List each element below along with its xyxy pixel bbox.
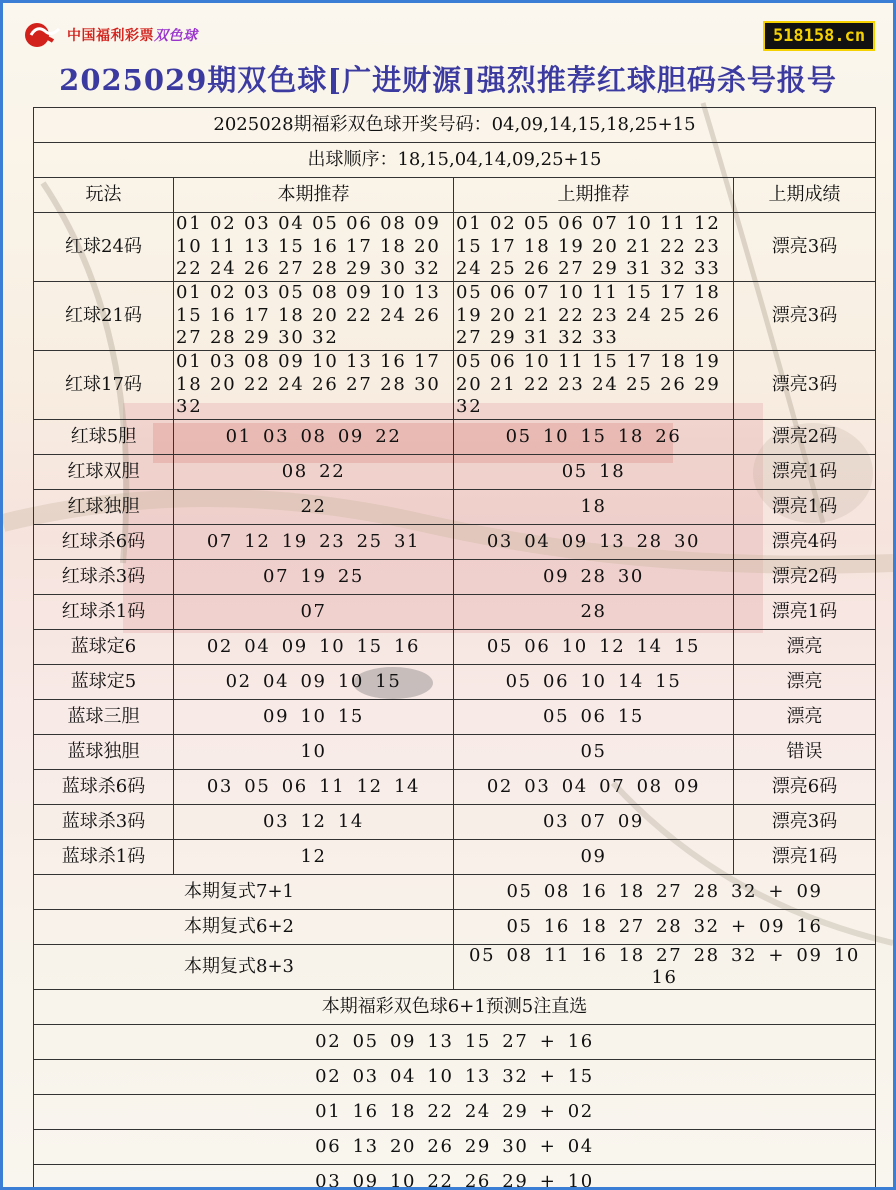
previous-result: 漂亮1码: [734, 839, 876, 874]
welfare-lottery-logo-icon: [23, 19, 63, 51]
play-type: 蓝球杀3码: [34, 804, 174, 839]
play-type: 红球双胆: [34, 454, 174, 489]
combo-numbers: 05 16 18 27 28 32 + 09 16: [454, 909, 876, 944]
current-pick: 07: [174, 594, 454, 629]
play-type: 红球5胆: [34, 419, 174, 454]
table-row: [34, 559, 876, 594]
previous-result: 漂亮3码: [734, 804, 876, 839]
table-row: [34, 769, 876, 804]
page-title: 2025029期双色球[广进财源]强烈推荐红球胆码杀号报号: [59, 63, 837, 97]
prediction-row: [34, 1094, 876, 1129]
current-pick: 22: [174, 489, 454, 524]
previous-result: 漂亮1码: [734, 489, 876, 524]
previous-result: 漂亮: [734, 629, 876, 664]
table-row: [34, 629, 876, 664]
table-row: [34, 699, 876, 734]
play-type: 红球杀6码: [34, 524, 174, 559]
play-type: 红球24码: [34, 213, 174, 282]
prediction-row: [34, 1024, 876, 1059]
combo-numbers: 05 08 16 18 27 28 32 + 09: [454, 874, 876, 909]
combo-row: [34, 909, 876, 944]
previous-pick: 05: [454, 734, 734, 769]
play-type: 蓝球定6: [34, 629, 174, 664]
current-pick: 02 04 09 10 15: [174, 664, 454, 699]
play-type: 红球杀3码: [34, 559, 174, 594]
prediction-numbers: 06 13 20 26 29 30 + 04: [34, 1129, 876, 1164]
recommendation-table: [33, 107, 876, 1190]
previous-result: 漂亮6码: [734, 769, 876, 804]
column-header: 上期推荐: [454, 178, 734, 213]
previous-result: 漂亮2码: [734, 559, 876, 594]
play-type: 红球独胆: [34, 489, 174, 524]
previous-result: 漂亮3码: [734, 213, 876, 282]
column-header: 玩法: [34, 178, 174, 213]
current-pick: 07 12 19 23 25 31: [174, 524, 454, 559]
lottery-logo: [23, 19, 198, 51]
column-header: 本期推荐: [174, 178, 454, 213]
combo-row: [34, 944, 876, 989]
current-pick: 01 03 08 09 10 13 16 17 18 20 22 24 26 27 28 30 32: [174, 351, 454, 420]
previous-pick: 05 06 15: [454, 699, 734, 734]
table-row: [34, 594, 876, 629]
draw-order-row: [34, 143, 876, 178]
logo-text: 中国福利彩票双色球: [67, 28, 198, 44]
previous-pick: 03 04 09 13 28 30: [454, 524, 734, 559]
table-row: [34, 213, 876, 282]
previous-result: 漂亮1码: [734, 454, 876, 489]
combo-label: 本期复式8+3: [34, 944, 454, 989]
current-pick: 01 02 03 04 05 06 08 09 10 11 13 15 16 17 18 20 22 24 26 27 28 29 30 32: [174, 213, 454, 282]
column-header: 上期成绩: [734, 178, 876, 213]
previous-pick: 28: [454, 594, 734, 629]
combo-label: 本期复式7+1: [34, 874, 454, 909]
combo-numbers: 05 08 11 16 18 27 28 32 + 09 10 16: [454, 944, 876, 989]
play-type: 蓝球独胆: [34, 734, 174, 769]
previous-result: 漂亮: [734, 699, 876, 734]
prediction-numbers: 02 03 04 10 13 32 + 15: [34, 1059, 876, 1094]
current-pick: 01 02 03 05 08 09 10 13 15 16 17 18 20 22 24 26 27 28 29 30 32: [174, 282, 454, 351]
table-row: [34, 839, 876, 874]
previous-pick: 09: [454, 839, 734, 874]
prediction-numbers: 02 05 09 13 15 27 + 16: [34, 1024, 876, 1059]
previous-pick: 05 06 10 14 15: [454, 664, 734, 699]
prediction-numbers: 01 16 18 22 24 29 + 02: [34, 1094, 876, 1129]
site-badge: 518158.cn: [763, 21, 875, 51]
table-row: [34, 734, 876, 769]
combo-label: 本期复式6+2: [34, 909, 454, 944]
previous-pick: 18: [454, 489, 734, 524]
play-type: 蓝球定5: [34, 664, 174, 699]
table-row: [34, 489, 876, 524]
header-row: [34, 178, 876, 213]
previous-result: 漂亮2码: [734, 419, 876, 454]
previous-result: 漂亮1码: [734, 594, 876, 629]
current-pick: 02 04 09 10 15 16: [174, 629, 454, 664]
table-row: [34, 524, 876, 559]
previous-pick: 05 18: [454, 454, 734, 489]
play-type: 蓝球三胆: [34, 699, 174, 734]
prediction-row: [34, 1129, 876, 1164]
play-type: 蓝球杀1码: [34, 839, 174, 874]
table-row: [34, 282, 876, 351]
predict-title-row: [34, 989, 876, 1024]
play-type: 红球杀1码: [34, 594, 174, 629]
prediction-numbers: 03 09 10 22 26 29 + 10: [34, 1164, 876, 1190]
previous-pick: 05 10 15 18 26: [454, 419, 734, 454]
prediction-row: [34, 1164, 876, 1190]
previous-result: 漂亮3码: [734, 282, 876, 351]
previous-pick: 05 06 10 12 14 15: [454, 629, 734, 664]
combo-row: [34, 874, 876, 909]
prediction-row: [34, 1059, 876, 1094]
table-row: [34, 454, 876, 489]
current-pick: 12: [174, 839, 454, 874]
draw-order: 出球顺序：18,15,04,14,09,25+15: [34, 143, 876, 178]
draw-result: 2025028期福彩双色球开奖号码：04,09,14,15,18,25+15: [34, 108, 876, 143]
table-row: [34, 664, 876, 699]
previous-result: 漂亮: [734, 664, 876, 699]
previous-pick: 05 06 10 11 15 17 18 19 20 21 22 23 24 25 26 29 32: [454, 351, 734, 420]
current-pick: 07 19 25: [174, 559, 454, 594]
current-pick: 03 12 14: [174, 804, 454, 839]
previous-result: 漂亮3码: [734, 351, 876, 420]
current-pick: 10: [174, 734, 454, 769]
table-row: [34, 804, 876, 839]
previous-result: 错误: [734, 734, 876, 769]
previous-pick: 03 07 09: [454, 804, 734, 839]
play-type: 蓝球杀6码: [34, 769, 174, 804]
play-type: 红球21码: [34, 282, 174, 351]
play-type: 红球17码: [34, 351, 174, 420]
current-pick: 08 22: [174, 454, 454, 489]
previous-pick: 05 06 07 10 11 15 17 18 19 20 21 22 23 24 25 26 27 29 31 32 33: [454, 282, 734, 351]
current-pick: 03 05 06 11 12 14: [174, 769, 454, 804]
predict-title: 本期福彩双色球6+1预测5注直选: [34, 989, 876, 1024]
table-row: [34, 419, 876, 454]
current-pick: 01 03 08 09 22: [174, 419, 454, 454]
previous-result: 漂亮4码: [734, 524, 876, 559]
current-pick: 09 10 15: [174, 699, 454, 734]
previous-pick: 01 02 05 06 07 10 11 12 15 17 18 19 20 21 22 23 24 25 26 27 29 31 32 33: [454, 213, 734, 282]
previous-pick: 09 28 30: [454, 559, 734, 594]
previous-pick: 02 03 04 07 08 09: [454, 769, 734, 804]
draw-result-row: [34, 108, 876, 143]
table-row: [34, 351, 876, 420]
